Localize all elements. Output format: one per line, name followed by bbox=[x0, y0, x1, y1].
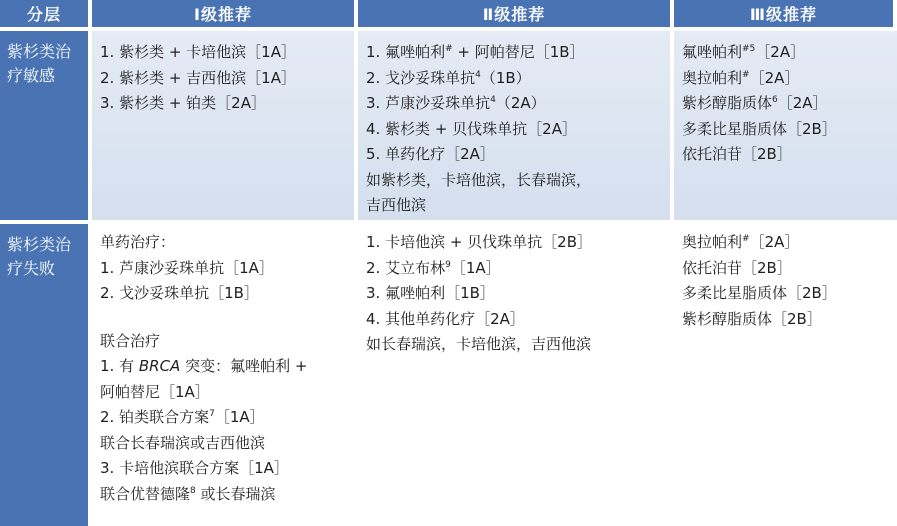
row-label-line: 疗敏感 bbox=[7, 66, 56, 85]
cell-sensitive-level-3 bbox=[674, 31, 897, 224]
cell-sensitive-level-1 bbox=[92, 31, 358, 224]
list-item: 1. 卡培他滨 + 贝伐珠单抗［2B］ bbox=[366, 233, 593, 251]
list-item: 联合长春瑞滨或吉西他滨 bbox=[100, 433, 266, 452]
list-item: 2. 铂类联合方案$^7$［1A］ bbox=[100, 408, 265, 426]
header-layer: 分层 bbox=[0, 0, 92, 31]
header-level-2: Ⅱ级推荐 bbox=[358, 0, 674, 31]
list-item: 3. 芦康沙妥珠单抗$^4$（2A） bbox=[366, 94, 546, 112]
cell-failure-level-1 bbox=[92, 224, 358, 526]
list-item: 2. 艾立布林$^9$［1A］ bbox=[366, 258, 501, 277]
list-item: 3. 氟唑帕利［1B］ bbox=[366, 284, 495, 302]
list-item: 4. 其他单药化疗［2A］ bbox=[366, 309, 525, 328]
cell-sensitive-level-2 bbox=[358, 31, 674, 224]
list-item: 如紫杉类，卡培他滨，长春瑞滨， bbox=[366, 170, 592, 189]
list-item: 2. 紫杉类 + 吉西他滨［1A］ bbox=[100, 68, 296, 87]
list-item: 紫杉醇脂质体$^6$［2A］ bbox=[682, 94, 828, 112]
list-item: 多柔比星脂质体［2B］ bbox=[682, 284, 837, 302]
list-item: 阿帕替尼［1A］ bbox=[100, 382, 210, 401]
row-label-taxane-failure bbox=[0, 224, 92, 526]
list-item: 5. 单药化疗［2A］ bbox=[366, 145, 495, 163]
cell-failure-level-2 bbox=[358, 224, 674, 526]
list-item: 如长春瑞滨，卡培他滨，吉西他滨 bbox=[366, 335, 592, 353]
list-item: 紫杉醇脂质体［2B］ bbox=[682, 309, 822, 328]
header-level-3: Ⅲ级推荐 bbox=[674, 0, 897, 31]
list-item: 1. 紫杉类 + 卡培他滨［1A］ bbox=[100, 43, 296, 61]
list-item: 1. 芦康沙妥珠单抗［1A］ bbox=[100, 258, 274, 277]
row-label-line: 紫杉类治 bbox=[7, 235, 72, 254]
cell-failure-level-3 bbox=[674, 224, 897, 526]
row-label-line: 疗失败 bbox=[7, 259, 56, 278]
row-label-line: 紫杉类治 bbox=[7, 42, 72, 61]
list-item: 依托泊苷［2B］ bbox=[682, 145, 792, 163]
list-item: 4. 紫杉类 + 贝伐珠单抗［2A］ bbox=[366, 119, 577, 138]
list-item: 氟唑帕利$^{\#5}$［2A］ bbox=[682, 43, 806, 61]
header-level-1: Ⅰ级推荐 bbox=[92, 0, 358, 31]
list-item: 2. 戈沙妥珠单抗［1B］ bbox=[100, 284, 259, 302]
list-item: 奥拉帕利#［2A］ bbox=[682, 233, 800, 251]
list-item: 多柔比星脂质体［2B］ bbox=[682, 119, 837, 138]
list-item: 依托泊苷［2B］ bbox=[682, 258, 792, 277]
list-item: 联合优替德隆$^8$ 或长春瑞滨 bbox=[100, 484, 276, 503]
list-item: 奥拉帕利#［2A］ bbox=[682, 68, 800, 87]
list-item: 1. 氟唑帕利# + 阿帕替尼［1B］ bbox=[366, 43, 585, 61]
list-item: 3. 卡培他滨联合方案［1A］ bbox=[100, 459, 289, 477]
list-item: 3. 紫杉类 + 铂类［2A］ bbox=[100, 94, 266, 112]
list-item: 吉西他滨 bbox=[366, 196, 427, 214]
list-item: 2. 戈沙妥珠单抗$^4$（1B） bbox=[366, 68, 531, 87]
list-item: 1. 有 BRCA 突变：氟唑帕利 + bbox=[100, 357, 308, 375]
list-item: 单药治疗： bbox=[100, 233, 176, 251]
spacer bbox=[100, 307, 348, 329]
row-label-taxane-sensitive bbox=[0, 31, 92, 224]
list-item: 联合治疗 bbox=[100, 331, 161, 350]
